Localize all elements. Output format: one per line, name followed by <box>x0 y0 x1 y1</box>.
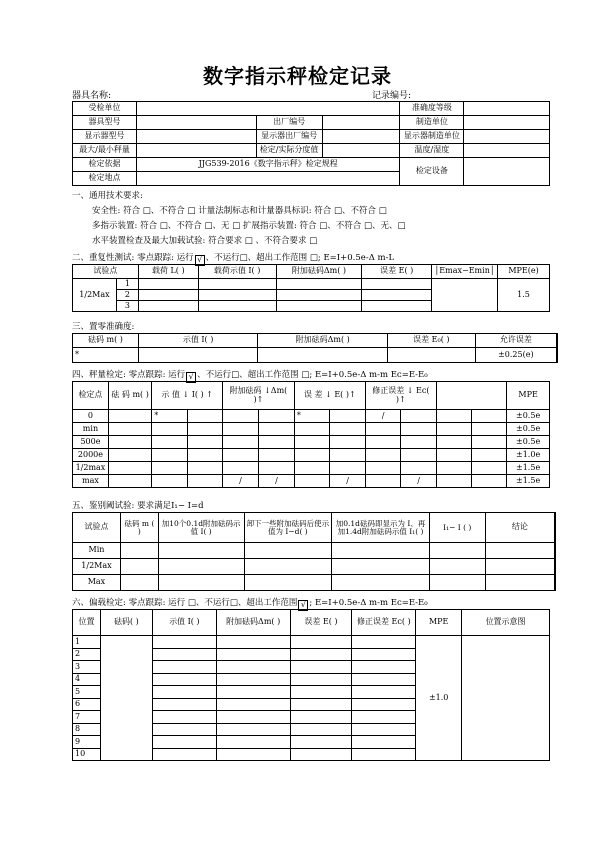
s4-cell[interactable] <box>401 462 437 475</box>
s6-pos: 4 <box>73 673 101 686</box>
accuracy-class-label: 准确度等级 <box>400 102 464 116</box>
s2-row-num: 2 <box>116 290 138 301</box>
s6-cell[interactable] <box>152 736 216 749</box>
s5-cell[interactable] <box>332 543 430 559</box>
s4-point: 0 <box>73 410 109 423</box>
s6-cell[interactable] <box>352 636 416 649</box>
display-model-label: 显示器型号 <box>73 130 137 144</box>
s4-point: 500e <box>73 436 109 449</box>
s5-col-add14: 加0.1d砝码即显示为 I、再加1.4d附加砝码示值 I₁( ) <box>332 513 430 543</box>
s4-cell[interactable] <box>187 462 222 475</box>
s6-cell[interactable] <box>290 711 352 724</box>
s4-col-weight: 砝 码 m( ) <box>108 382 151 410</box>
s4-slash: / <box>330 475 365 488</box>
display-manufacturer-value[interactable] <box>464 130 550 144</box>
s4-col-spacer <box>436 382 506 410</box>
s6-cell[interactable] <box>152 636 216 649</box>
s4-point: 2000e <box>73 449 109 462</box>
s3-cell[interactable] <box>258 348 388 363</box>
s6-cell[interactable] <box>152 723 216 736</box>
s5-cell[interactable] <box>429 559 485 575</box>
s4-point: min <box>73 423 109 436</box>
s4-col-point: 检定点 <box>73 382 109 410</box>
s6-col-indication: 示值 I( ) <box>152 610 216 636</box>
s2-cell[interactable] <box>276 279 362 290</box>
s3-col-extra: 附加砝码Δm( ) <box>258 334 388 348</box>
s5-point: 1/2Max <box>73 559 121 575</box>
equipment-label: 检定设备 <box>400 158 464 186</box>
capacity-value[interactable] <box>136 144 256 158</box>
s6-pos: 2 <box>73 648 101 661</box>
s3-allow-value: ±0.25(e) <box>475 348 557 363</box>
s6-cell[interactable] <box>290 661 352 674</box>
s5-cell[interactable] <box>332 575 430 591</box>
s5-point: Max <box>73 575 121 591</box>
s4-cell[interactable] <box>365 436 401 449</box>
s6-body <box>73 636 550 761</box>
s6-mpe-value: ±1.0 <box>416 636 462 761</box>
s4-cell[interactable] <box>365 449 401 462</box>
s6-col-extra: 附加砝码Δm( ) <box>216 610 290 636</box>
s6-cell[interactable] <box>290 736 352 749</box>
header-line <box>72 88 550 100</box>
s2-cell[interactable] <box>198 301 276 312</box>
basis-value: JJG539-2016《数字指示秤》检定规程 <box>136 158 399 172</box>
s6-cell[interactable] <box>290 673 352 686</box>
s6-cell[interactable] <box>152 648 216 661</box>
s6-cell[interactable] <box>216 636 290 649</box>
s5-cell[interactable] <box>429 543 485 559</box>
s4-cell[interactable] <box>401 436 437 449</box>
display-serial-value[interactable] <box>322 130 400 144</box>
s4-cell[interactable] <box>187 410 222 423</box>
s4-cell[interactable] <box>365 462 401 475</box>
s2-cell[interactable] <box>138 290 198 301</box>
manufacturer-value[interactable] <box>464 116 550 130</box>
s3-col-indication: 示值 I( ) <box>138 334 258 348</box>
s2-row-num: 1 <box>116 279 138 290</box>
s2-mpe-value: 1.5 <box>498 279 550 312</box>
s4-cell[interactable] <box>152 475 188 488</box>
s1-multi-line: 多指示装置: 符合 □、不符合 □、无 □ 扩展指示装置: 符合 □、不符合 □、无、□ <box>92 221 406 231</box>
s6-cell[interactable] <box>352 723 416 736</box>
s5-cell[interactable] <box>158 543 244 559</box>
s6-col-pos: 位置 <box>73 610 101 636</box>
s4-cell[interactable] <box>108 449 151 462</box>
s2-point-value: 1/2Max <box>73 279 117 312</box>
s4-cell[interactable] <box>222 462 258 475</box>
s4-cell[interactable] <box>330 423 365 436</box>
display-serial-label: 显示器出厂编号 <box>256 130 322 144</box>
s6-weight-value[interactable] <box>100 636 152 761</box>
s2-heading: 二、重复性测试: 零点跟踪: 运行 √ 、不运行□、超出工作范围 □; E=I+0.5e-Δ m-L <box>72 253 395 264</box>
s2-range-value[interactable] <box>432 279 498 312</box>
s5-cell[interactable] <box>120 543 158 559</box>
s5-col-add10: 加10个0.1d附加砝码示值 I( ) <box>158 513 244 543</box>
s3-col-weight: 砝码 m( ) <box>73 334 139 348</box>
s6-cell[interactable] <box>352 648 416 661</box>
s6-cell[interactable] <box>152 686 216 699</box>
s4-cell[interactable] <box>472 449 507 462</box>
s6-cell[interactable] <box>216 748 290 761</box>
s2-col-range: │Emax−Emin│ <box>432 265 498 279</box>
s5-col-diff: I₁− I ( ) <box>429 513 485 543</box>
s5-cell[interactable] <box>244 543 332 559</box>
inspected-unit-label: 受检单位 <box>73 102 137 116</box>
s6-cell[interactable] <box>152 661 216 674</box>
s4-cell[interactable] <box>294 475 330 488</box>
s6-diagram[interactable] <box>462 636 550 761</box>
eccentric-table <box>72 609 550 761</box>
s1-safety-line: 安全性: 符合 □、不符合 □ 计量法制标志和计量器具标识: 符合 □、不符合 □ <box>92 206 387 216</box>
s4-col-indication: 示 值 ↓ I( ) ↑ <box>152 382 223 410</box>
basis-label: 检定依据 <box>73 158 137 172</box>
s6-pos: 1 <box>73 636 101 649</box>
s4-cell[interactable] <box>401 410 437 423</box>
s4-row <box>73 410 550 423</box>
s5-cell[interactable] <box>244 559 332 575</box>
s5-cell[interactable] <box>244 575 332 591</box>
s4-cell[interactable] <box>365 423 401 436</box>
s4-cell[interactable] <box>222 449 258 462</box>
s6-cell[interactable] <box>216 673 290 686</box>
s4-cell[interactable] <box>401 449 437 462</box>
s5-cell[interactable] <box>332 559 430 575</box>
s4-col-error: 误 差 ↓ E( )↑ <box>294 382 365 410</box>
s4-cell[interactable] <box>436 475 471 488</box>
s4-cell[interactable] <box>108 475 151 488</box>
s5-cell[interactable] <box>158 575 244 591</box>
s6-pos: 5 <box>73 686 101 699</box>
s6-cell[interactable] <box>152 698 216 711</box>
s6-cell[interactable] <box>352 661 416 674</box>
s6-cell[interactable] <box>290 723 352 736</box>
s4-cell[interactable] <box>436 410 471 423</box>
s4-col-corrected: 修正误差 ↓ Eᴄ( )↑ <box>365 382 436 410</box>
discrimination-table <box>72 512 556 591</box>
s5-col-weight: 砝码 m ( ) <box>120 513 158 543</box>
s2-cell[interactable] <box>276 301 362 312</box>
s4-slash: / <box>258 475 294 488</box>
s5-cell[interactable] <box>485 559 555 575</box>
s4-cell[interactable] <box>472 410 507 423</box>
location-value[interactable] <box>136 172 399 186</box>
s4-cell[interactable] <box>330 436 365 449</box>
s4-cell[interactable] <box>187 475 222 488</box>
s4-cell[interactable] <box>401 423 437 436</box>
s3-col-allow: 允许误差 <box>475 334 557 348</box>
s2-col-error: 误差 E( ) <box>362 265 432 279</box>
s4-cell[interactable] <box>108 436 151 449</box>
s4-cell[interactable] <box>472 436 507 449</box>
s6-row <box>73 636 550 649</box>
s2-cell[interactable] <box>362 290 432 301</box>
s2-cell[interactable] <box>362 279 432 290</box>
s2-col-indication: 载荷示值 I( ) <box>198 265 276 279</box>
s4-point: max <box>73 475 109 488</box>
s6-cell[interactable] <box>290 748 352 761</box>
temp-humidity-label: 温度/湿度 <box>400 144 464 158</box>
s6-cell[interactable] <box>152 711 216 724</box>
s4-cell[interactable] <box>152 423 188 436</box>
s4-cell[interactable] <box>436 449 471 462</box>
s2-cell[interactable] <box>198 290 276 301</box>
s6-cell[interactable] <box>290 648 352 661</box>
s4-cell[interactable] <box>472 423 507 436</box>
s4-cell[interactable] <box>365 475 401 488</box>
s5-col-point: 试验点 <box>73 513 121 543</box>
s4-cell[interactable] <box>258 449 294 462</box>
s6-cell[interactable] <box>352 748 416 761</box>
s4-cell[interactable] <box>330 410 365 423</box>
s4-star: * <box>152 410 188 423</box>
s3-col-error: 误差 E₀( ) <box>387 334 475 348</box>
s4-slash: / <box>401 475 437 488</box>
s2-cell[interactable] <box>138 301 198 312</box>
s4-cell[interactable] <box>152 462 188 475</box>
s6-col-error: 误差 E( ) <box>290 610 352 636</box>
s4-cell[interactable] <box>258 410 294 423</box>
instrument-name-label: 器具名称: <box>72 91 112 101</box>
s5-cell[interactable] <box>485 575 555 591</box>
s4-cell[interactable] <box>152 436 188 449</box>
accuracy-class-value[interactable] <box>464 102 550 116</box>
s6-cell[interactable] <box>352 736 416 749</box>
s3-heading: 三、置零准确度: <box>72 322 135 332</box>
s4-cell[interactable] <box>187 449 222 462</box>
s4-cell[interactable] <box>222 410 258 423</box>
temp-humidity-value[interactable] <box>464 144 550 158</box>
weighing-table <box>72 381 550 488</box>
s6-cell[interactable] <box>290 686 352 699</box>
s4-mpe: ±0.5e <box>507 436 550 449</box>
s4-row <box>73 436 550 449</box>
repeatability-table <box>72 264 550 312</box>
s4-cell[interactable] <box>222 436 258 449</box>
s4-cell[interactable] <box>258 436 294 449</box>
s6-cell[interactable] <box>216 661 290 674</box>
s6-cell[interactable] <box>216 736 290 749</box>
s5-cell[interactable] <box>120 559 158 575</box>
s6-pos: 10 <box>73 748 101 761</box>
s2-col-load: 载荷 L( ) <box>138 265 198 279</box>
s4-mpe: ±1.5e <box>507 462 550 475</box>
s3-star: * <box>73 348 139 363</box>
info-table <box>72 101 550 186</box>
s6-cell[interactable] <box>216 686 290 699</box>
s6-cell[interactable] <box>216 723 290 736</box>
model-label: 器具型号 <box>73 116 137 130</box>
s4-cell[interactable] <box>222 423 258 436</box>
s3-cell[interactable] <box>387 348 475 363</box>
s6-cell[interactable] <box>352 673 416 686</box>
zero-accuracy-table <box>72 333 558 363</box>
s4-slash: / <box>365 410 401 423</box>
s4-slash: / <box>222 475 258 488</box>
s4-cell[interactable] <box>108 410 151 423</box>
s6-cell[interactable] <box>152 748 216 761</box>
interval-label: 检定/实际分度值 <box>256 144 322 158</box>
s4-cell[interactable] <box>330 449 365 462</box>
s4-row <box>73 423 550 436</box>
s5-point: Min <box>73 543 121 559</box>
s5-col-conclusion: 结论 <box>485 513 555 543</box>
s4-cell[interactable] <box>294 449 330 462</box>
s6-cell[interactable] <box>290 636 352 649</box>
s6-check-out[interactable]: √ <box>298 600 308 611</box>
s2-check-run[interactable]: √ <box>195 255 205 266</box>
s6-col-weight: 砝码( ) <box>100 610 152 636</box>
s5-col-remove: 卸下一些附加砝码后使示值为 I−d( ) <box>244 513 332 543</box>
s2-cell[interactable] <box>138 279 198 290</box>
s1-heading: 一、通用技术要求: <box>72 191 143 201</box>
equipment-value[interactable] <box>464 158 550 186</box>
s4-mpe: ±1.0e <box>507 449 550 462</box>
s2-col-mpe: MPE(e) <box>498 265 550 279</box>
s4-col-extra: 附加砝码 ↓Δm( )↑ <box>222 382 294 410</box>
s2-cell[interactable] <box>198 279 276 290</box>
s6-col-mpe: MPE <box>416 610 462 636</box>
s4-cell[interactable] <box>108 423 151 436</box>
inspected-unit-value[interactable] <box>136 102 399 116</box>
s4-cell[interactable] <box>294 436 330 449</box>
s4-point: 1/2max <box>73 462 109 475</box>
s4-body <box>73 410 550 488</box>
s4-cell[interactable] <box>436 462 471 475</box>
s5-heading: 五、鉴别阈试验: 要求满足I₁− I=d <box>72 501 204 511</box>
model-value[interactable] <box>136 116 256 130</box>
s6-cell[interactable] <box>216 698 290 711</box>
location-label: 检定地点 <box>73 172 137 186</box>
s4-cell[interactable] <box>330 462 365 475</box>
record-number-label: 记录编号: <box>372 91 412 101</box>
s4-mpe: ±0.5e <box>507 410 550 423</box>
s6-cell[interactable] <box>216 648 290 661</box>
s4-cell[interactable] <box>258 423 294 436</box>
s6-col-corrected: 修正误差 Eᴄ( ) <box>352 610 416 636</box>
s4-heading: 四、秤量检定: 零点跟踪: 运行 √ 、不运行□、超出工作范围 □; E=I+0.5e-Δ m-m Eᴄ=E-E₀ <box>72 370 428 381</box>
s4-check-run[interactable]: √ <box>186 372 196 383</box>
s3-cell[interactable] <box>138 348 258 363</box>
s6-heading: 六、偏载检定: 零点跟踪: 运行 □、不运行□、超出工作范围 √ ; E=I+0.5e-Δ m-m Eᴄ=E-E₀ <box>72 598 428 609</box>
s5-cell[interactable] <box>158 559 244 575</box>
s4-cell[interactable] <box>436 423 471 436</box>
s6-cell[interactable] <box>352 711 416 724</box>
s4-cell[interactable] <box>152 449 188 462</box>
s5-cell[interactable] <box>429 575 485 591</box>
manufacturer-label: 制造单位 <box>400 116 464 130</box>
s6-cell[interactable] <box>352 698 416 711</box>
s6-pos: 6 <box>73 698 101 711</box>
s6-pos: 8 <box>73 723 101 736</box>
serial-label: 出厂编号 <box>256 116 322 130</box>
s4-cell[interactable] <box>472 475 507 488</box>
s2-cell[interactable] <box>276 290 362 301</box>
s6-cell[interactable] <box>216 711 290 724</box>
interval-value[interactable] <box>322 144 400 158</box>
s6-pos: 9 <box>73 736 101 749</box>
s4-cell[interactable] <box>108 462 151 475</box>
display-manufacturer-label: 显示器制造单位 <box>400 130 464 144</box>
s6-pos: 3 <box>73 661 101 674</box>
s4-cell[interactable] <box>294 423 330 436</box>
s4-cell[interactable] <box>187 436 222 449</box>
s4-star: * <box>294 410 330 423</box>
s2-col-extra: 附加砝码Δm( ) <box>276 265 362 279</box>
s6-col-diagram: 位置示意图 <box>462 610 550 636</box>
s4-row <box>73 449 550 462</box>
s4-cell[interactable] <box>472 462 507 475</box>
s2-col-point: 试验点 <box>73 265 139 279</box>
s6-pos: 7 <box>73 711 101 724</box>
s6-cell[interactable] <box>152 673 216 686</box>
capacity-label: 最大/最小秤量 <box>73 144 137 158</box>
page-title: 数字指示秤检定记录 <box>203 64 392 88</box>
s4-cell[interactable] <box>258 462 294 475</box>
s5-cell[interactable] <box>485 543 555 559</box>
s4-row <box>73 462 550 475</box>
s4-cell[interactable] <box>187 423 222 436</box>
s1-level-line: 水平装置检查及最大加载试验: 符合要求 □ 、不符合要求 □ <box>92 236 318 246</box>
s5-cell[interactable] <box>120 575 158 591</box>
s4-mpe: ±1.5e <box>507 475 550 488</box>
s6-cell[interactable] <box>290 698 352 711</box>
s2-cell[interactable] <box>362 301 432 312</box>
s6-cell[interactable] <box>352 686 416 699</box>
display-model-value[interactable] <box>136 130 256 144</box>
s2-row-num: 3 <box>116 301 138 312</box>
s4-mpe: ±0.5e <box>507 423 550 436</box>
s4-row <box>73 475 550 488</box>
serial-value[interactable] <box>322 116 400 130</box>
s4-cell[interactable] <box>436 436 471 449</box>
s4-col-mpe: MPE <box>507 382 550 410</box>
s4-cell[interactable] <box>294 462 330 475</box>
